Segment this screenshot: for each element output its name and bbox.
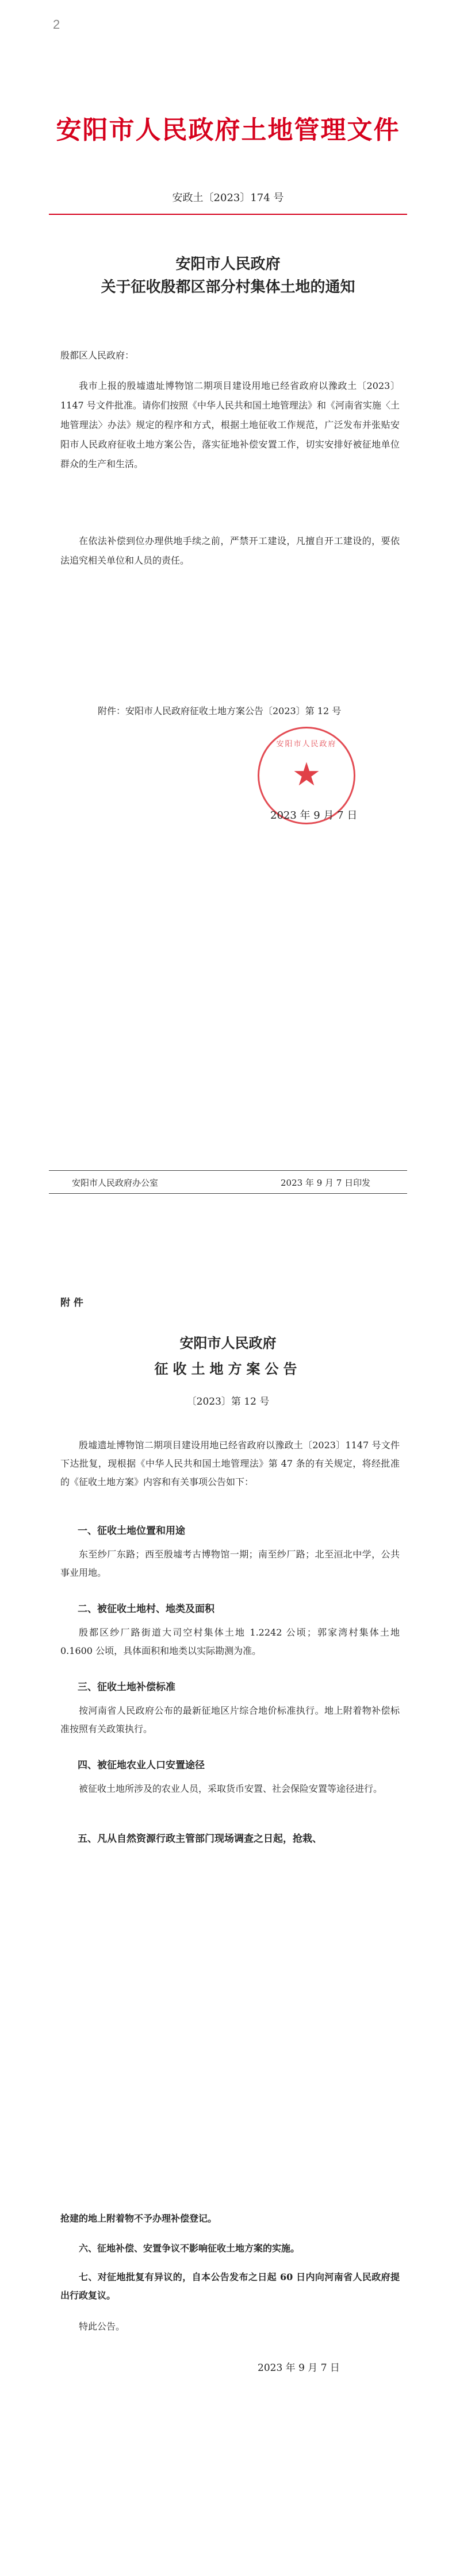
footer-print-date: 2023 年 9 月 7 日印发: [281, 1178, 371, 1188]
seal-star-icon: ★: [292, 756, 321, 793]
footer-office: 安阳市人民政府办公室: [72, 1178, 159, 1188]
announcement-date: 2023 年 9 月 7 日: [258, 2362, 340, 2374]
section-body-3: 按河南省人民政府公布的最新征地区片综合地价标准执行。地上附着物补偿标准按照有关政策执行。: [60, 1705, 400, 1734]
seal-ring-text: 安阳市人民政府: [276, 740, 337, 749]
body-paragraph-1: 我市上报的殷墟遗址博物馆二期项目建设用地已经省政府以豫政土〔2023〕1147 号文件批准。请你们按照《中华人民共和国土地管理法》和《河南省实施〈土地管理法〉办法》规定的程序和方式，根据土地征收工作规范，广泛发布并张贴安阳市人民政府征收土地方案公告，落实征地补偿安置工作，切实安排好被征地单位群众的生产和生活。: [60, 380, 400, 469]
attachment-note: 附件：安阳市人民政府征收土地方案公告〔2023〕第 12 号: [98, 705, 342, 716]
section-body-1: 东至纱厂东路；西至殷墟考古博物馆一期；南至纱厂路；北至洹北中学，公共事业用地。: [60, 1549, 400, 1578]
section-heading-5: 五、凡从自然资源行政主管部门现场调查之日起，抢栽、: [78, 1833, 322, 1845]
page-1: [0, 0, 456, 1218]
page-2: [0, 1218, 456, 2576]
notice-title-line-2: 关于征收殷都区部分村集体土地的通知: [101, 279, 355, 296]
salutation: 殷都区人民政府：: [60, 350, 135, 361]
section-heading-2: 二、被征收土地村、地类及面积: [78, 1603, 214, 1615]
red-divider: [49, 214, 407, 215]
announcement-number: 〔2023〕第 12 号: [186, 1396, 270, 1407]
section-heading-1: 一、征收土地位置和用途: [78, 1525, 185, 1537]
footer-rule-top: [49, 1170, 407, 1171]
body-paragraph-2: 在依法补偿到位办理供地手续之前，严禁开工建设，凡擅自开工建设的，要依法追究相关单位和人员的责任。: [60, 535, 400, 566]
corner-page-mark: 2: [53, 17, 60, 32]
footer-rule-bottom: [49, 1193, 407, 1194]
attachment-label: 附 件: [60, 1297, 83, 1309]
announcement-title-line-2: 征收土地方案公告: [154, 1360, 302, 1377]
section-body-2: 殷都区纱厂路街道大司空村集体土地 1.2242 公顷；郭家湾村集体土地 0.1600 公顷，具体面积和地类以实际勘测为准。: [60, 1627, 400, 1656]
announcement-intro: 殷墟遗址博物馆二期项目建设用地已经省政府以豫政土〔2023〕1147 号文件下达批复，现根据《中华人民共和国土地管理法》第 47 条的有关规定，将经批准的《征收土地方案》内容和有关事项公告如下：: [60, 1440, 400, 1487]
item-7: 七、对征地批复有异议的，自本公告发布之日起 60 日内向河南省人民政府提出行政复议。: [60, 2272, 400, 2301]
document-number: 安政土〔2023〕174 号: [172, 192, 284, 204]
item-6: 六、征地补偿、安置争议不影响征收土地方案的实施。: [79, 2243, 300, 2254]
section-heading-4: 四、被征地农业人口安置途径: [78, 1760, 205, 1771]
notice-title: [0, 253, 456, 299]
document-header: 安阳市人民政府土地管理文件: [56, 115, 400, 145]
section-heading-3: 三、征收土地补偿标准: [78, 1682, 175, 1693]
announcement-title-line-1: 安阳市人民政府: [179, 1335, 277, 1351]
notice-title-line-1: 安阳市人民政府: [175, 256, 281, 273]
closing-line: 特此公告。: [79, 2321, 125, 2332]
section-body-4: 被征收土地所涉及的农业人员，采取货币安置、社会保险安置等途径进行。: [79, 1783, 383, 1794]
section-5-continuation: 抢建的地上附着物不予办理补偿登记。: [60, 2213, 217, 2224]
signature-date: 2023 年 9 月 7 日: [270, 809, 358, 822]
